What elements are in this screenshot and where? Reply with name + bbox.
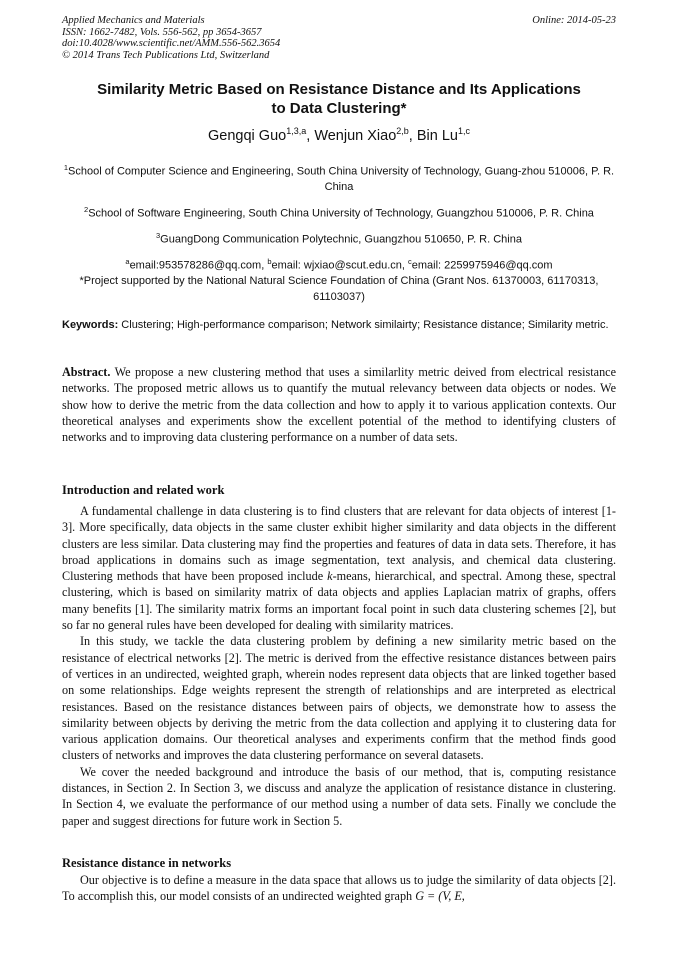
section-heading-intro: Introduction and related work xyxy=(62,483,225,497)
title-line-1: Similarity Metric Based on Resistance Distance and Its Applications xyxy=(97,81,581,98)
affiliations xyxy=(62,160,616,305)
funding-note: *Project supported by the National Natural Science Foundation of China (Grant Nos. 61370003, 61170313, 61103037) xyxy=(79,275,599,303)
keywords xyxy=(62,318,616,334)
running-header xyxy=(62,15,616,61)
affiliation-2: $^2$School of Software Engineering, South China University of Technology, Guangzhou 510006, P. R. China xyxy=(84,204,594,220)
math-inline: G = (V, E, xyxy=(415,889,465,904)
email-line: $^a$email:953578286@qq.com, $^b$email: wjxiao@scut.edu.cn, $^c$email: 2259975946@qq.com xyxy=(125,256,553,272)
author-affil-sup: 1,c xyxy=(457,126,470,136)
doi-line: doi:10.4028/www.scientific.net/AMM.556-562.3654 xyxy=(62,38,281,49)
section-heading-resistance: Resistance distance in networks xyxy=(62,856,232,870)
abstract-label: Abstract. xyxy=(62,365,111,379)
paragraph: Our objective is to define a measure in the data space that allows us to judge the similarity of data objects [2]. To accomplish this, our model consists of an undirected weighted graph G = (V, E, xyxy=(62,873,616,904)
abstract-text: We propose a new clustering method that uses a similarlity metric deived from electrical resistance networks. The proposed metric allows us to quantify the mutual relevancy between data objects or nodes. We show how to derive the metric from the data collection and how to apply it to various application contexts. Our theoretical analyses and experiments show the excellent potential of the method to identifying clusters of networks and to improving data clustering performance on a number of data sets. xyxy=(62,365,616,445)
affiliation-3: $^3$GuangDong Communication Polytechnic, Guangzhou 510650, P. R. China xyxy=(156,230,522,246)
journal-name: Applied Mechanics and Materials xyxy=(62,15,205,26)
copyright-line: © 2014 Trans Tech Publications Ltd, Switzerland xyxy=(62,49,270,61)
paragraph: In this study, we tackle the data clustering problem by defining a new similarity metric based on the resistance of electrical networks [2]. The metric is derived from the effective resistance distances between pairs of vertices in an undirected, weighted graph, wherein nodes represent data objects that are linked together based on some relationships. Edge weights represent the strength of relationships and are interpreted as electrical resistances. Based on the resistance distances between pairs of objects, we demonstrate how to assess the similarity between objects by deriving the metric from the data collection and applying it to clustering data for various application domains. Our theoretical analyses and experiments confirm that the method finds good clusters of networks and improves the data clustering performance on several datasets. xyxy=(62,634,616,763)
keywords-text: Clustering; High-performance comparison; Network similairty; Resistance distance; Similarity metric. xyxy=(118,319,609,331)
online-date: Online: 2014-05-23 xyxy=(532,15,616,26)
resistance-section xyxy=(62,872,616,905)
keywords-label: Keywords: xyxy=(62,319,119,331)
author-name: Gengqi Guo xyxy=(208,127,287,144)
affiliation-1: $^1$School of Computer Science and Engineering, South China University of Technology, Guang-zhou 510006, P. R. China xyxy=(63,163,615,194)
author-name: Wenjun Xiao xyxy=(314,127,397,144)
title-line-2: to Data Clustering* xyxy=(271,100,407,117)
author-name: Bin Lu xyxy=(416,127,458,144)
paragraph: A fundamental challenge in data clustering is to find clusters that are relevant for data objects of interest [1-3]. More specifically, data objects in the same cluster exhibit higher similarity and data objects in the different clusters are less similar. Data clustering may find the properties and features of data in data sets. Therefore, it has broad applications in domains such as image segmentation, text analysis, and chemical data clustering. Clustering methods that have been proposed include k-means, hierarchical, and spectral. Among these, spectral clustering, which is based on similarity matrix of data objects and applies Laplacian matrix of graphs, offers many benefits [1]. The similarity matrix forms an important focal point in such data clustering schemes [2], but so far no general rules have been developed for dealing with similarity matrices. xyxy=(62,504,616,633)
author-affil-sup: 2,b xyxy=(396,126,409,136)
intro-section xyxy=(62,503,616,829)
abstract xyxy=(62,364,616,445)
issn-line: ISSN: 1662-7482, Vols. 556-562, pp 3654-3657 xyxy=(62,26,262,38)
author-list: Gengqi Guo$^{1,3,a}$, Wenjun Xiao$^{2,b}$, Bin Lu$^{1,c}$ xyxy=(208,126,470,144)
paragraph: We cover the needed background and introduce the basis of our method, that is, computing resistance distances, in Section 2. In Section 3, we discuss and analyze the application of resistance distance in clustering. In Section 4, we evaluate the performance of our method using a number of data sets. Finally we conclude the paper and suggest directions for future work in Section 5. xyxy=(62,764,616,828)
paper-title xyxy=(62,80,616,118)
author-affil-sup: 1,3,a xyxy=(286,126,307,136)
